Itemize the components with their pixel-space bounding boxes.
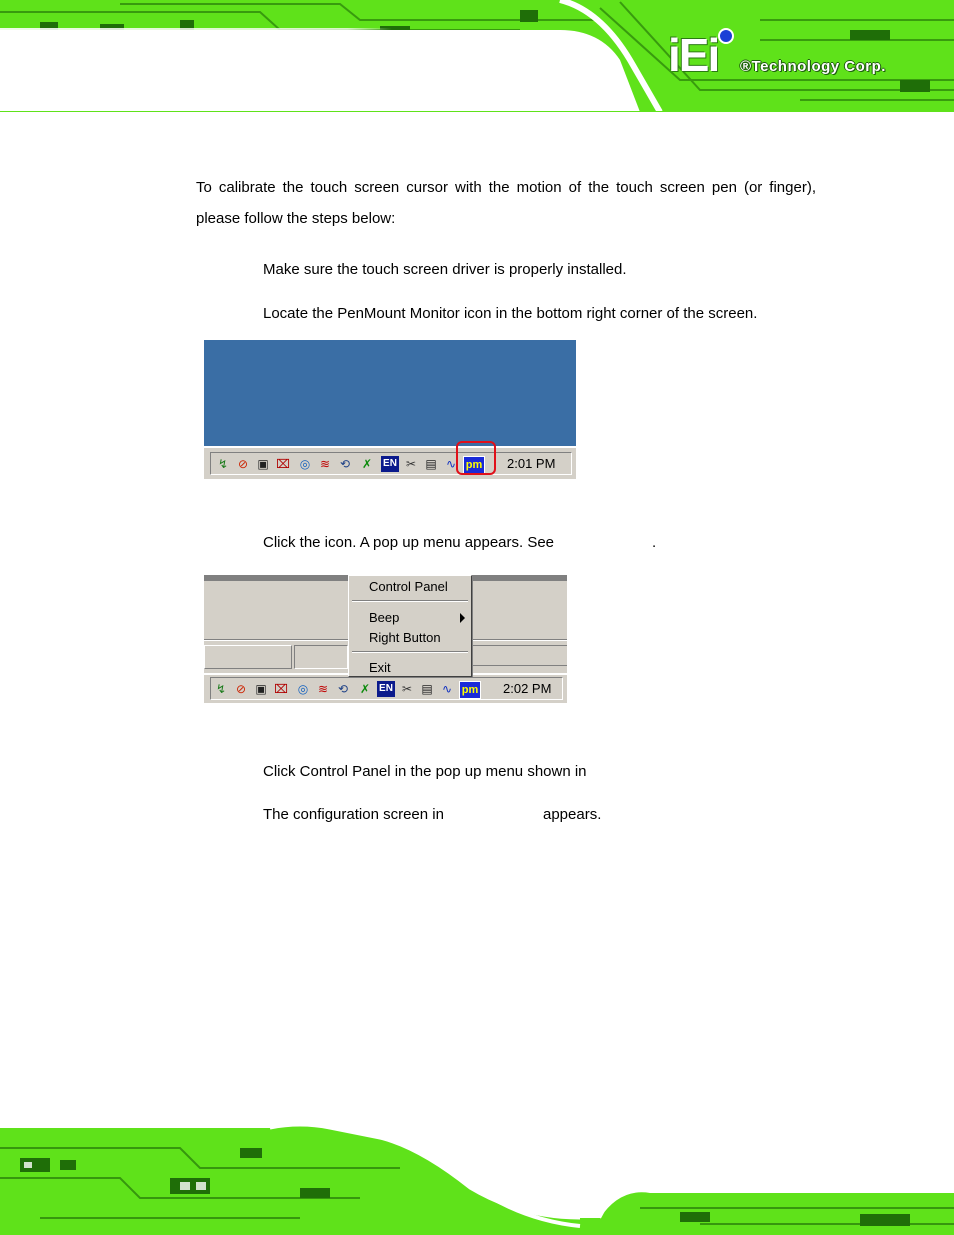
taskbar-button xyxy=(294,645,348,669)
search-icon: ◎ xyxy=(297,682,309,696)
computer-icon: ▣ xyxy=(257,457,269,471)
menu-separator xyxy=(352,600,468,602)
sync-icon: ⟲ xyxy=(337,682,349,696)
tray-inset xyxy=(210,677,563,700)
submenu-arrow-icon xyxy=(460,613,465,623)
disabled-icon: ✗ xyxy=(361,457,373,471)
popup-menu-screenshot xyxy=(204,575,567,703)
disabled-icon: ✗ xyxy=(359,682,371,696)
search-icon: ◎ xyxy=(299,457,311,471)
menu-separator xyxy=(352,651,468,653)
tray-inset xyxy=(210,452,572,475)
system-tray xyxy=(204,673,567,703)
usb-icon: ✂ xyxy=(401,682,413,696)
step-5-tail: appears. xyxy=(543,806,602,823)
menu-item-right-button[interactable]: Right Button xyxy=(369,630,441,645)
computer-icon: ▣ xyxy=(255,682,267,696)
intro-line-1: To calibrate the touch screen cursor with the motion of the touch screen pen (or finger), xyxy=(196,179,816,196)
step-2-text: Locate the PenMount Monitor icon in the bottom right corner of the screen. xyxy=(263,305,758,322)
step-1-text: Make sure the touch screen driver is properly installed. xyxy=(263,261,627,278)
footer-banner xyxy=(0,1118,954,1235)
penmount-monitor-icon[interactable]: pm xyxy=(459,681,481,699)
antivirus-icon: ⊘ xyxy=(237,457,249,471)
wireless-off-icon: ≋ xyxy=(317,682,329,696)
wireless-off-icon: ≋ xyxy=(319,457,331,471)
clock-time: 2:02 PM xyxy=(503,681,552,696)
system-tray xyxy=(204,446,576,479)
menu-item-exit[interactable]: Exit xyxy=(369,660,391,675)
highlight-circle xyxy=(456,441,496,475)
clock-time: 2:01 PM xyxy=(507,456,556,471)
pcb-footer-graphic xyxy=(0,1118,954,1235)
network-icon: ↯ xyxy=(215,682,227,696)
disconnected-network-icon: ⌧ xyxy=(274,682,288,696)
waveform-icon: ∿ xyxy=(441,682,453,696)
divider-line xyxy=(472,645,567,646)
step-5-text: The configuration screen in xyxy=(263,806,444,823)
antivirus-icon: ⊘ xyxy=(235,682,247,696)
divider-line xyxy=(472,665,567,666)
penmount-popup-menu xyxy=(348,575,472,677)
sync-icon: ⟲ xyxy=(339,457,351,471)
language-en-icon: EN xyxy=(381,456,399,472)
monitor-icon: ▤ xyxy=(425,457,437,471)
header-banner xyxy=(0,0,954,112)
iei-logo: iEi xyxy=(668,29,719,81)
language-en-icon: EN xyxy=(377,681,395,697)
step-4-text: Click Control Panel in the pop up menu shown in xyxy=(263,763,587,780)
monitor-icon: ▤ xyxy=(421,682,433,696)
usb-icon: ✂ xyxy=(405,457,417,471)
taskbar-button xyxy=(204,645,292,669)
menu-item-beep[interactable]: Beep xyxy=(369,610,400,625)
taskbar-screenshot-1 xyxy=(204,340,576,479)
penmount-monitor-icon[interactable]: pm xyxy=(463,456,485,474)
brand-text: ®Technology Corp. xyxy=(740,58,886,75)
waveform-icon: ∿ xyxy=(445,457,457,471)
logo-dot-icon xyxy=(718,28,734,44)
menu-item-control-panel[interactable]: Control Panel xyxy=(369,579,448,594)
network-icon: ↯ xyxy=(217,457,229,471)
pcb-header-graphic xyxy=(0,0,954,112)
disconnected-network-icon: ⌧ xyxy=(276,457,290,471)
intro-line-2: please follow the steps below: xyxy=(196,210,396,227)
step-3-period: . xyxy=(652,534,657,551)
step-3-text: Click the icon. A pop up menu appears. See xyxy=(263,534,555,551)
